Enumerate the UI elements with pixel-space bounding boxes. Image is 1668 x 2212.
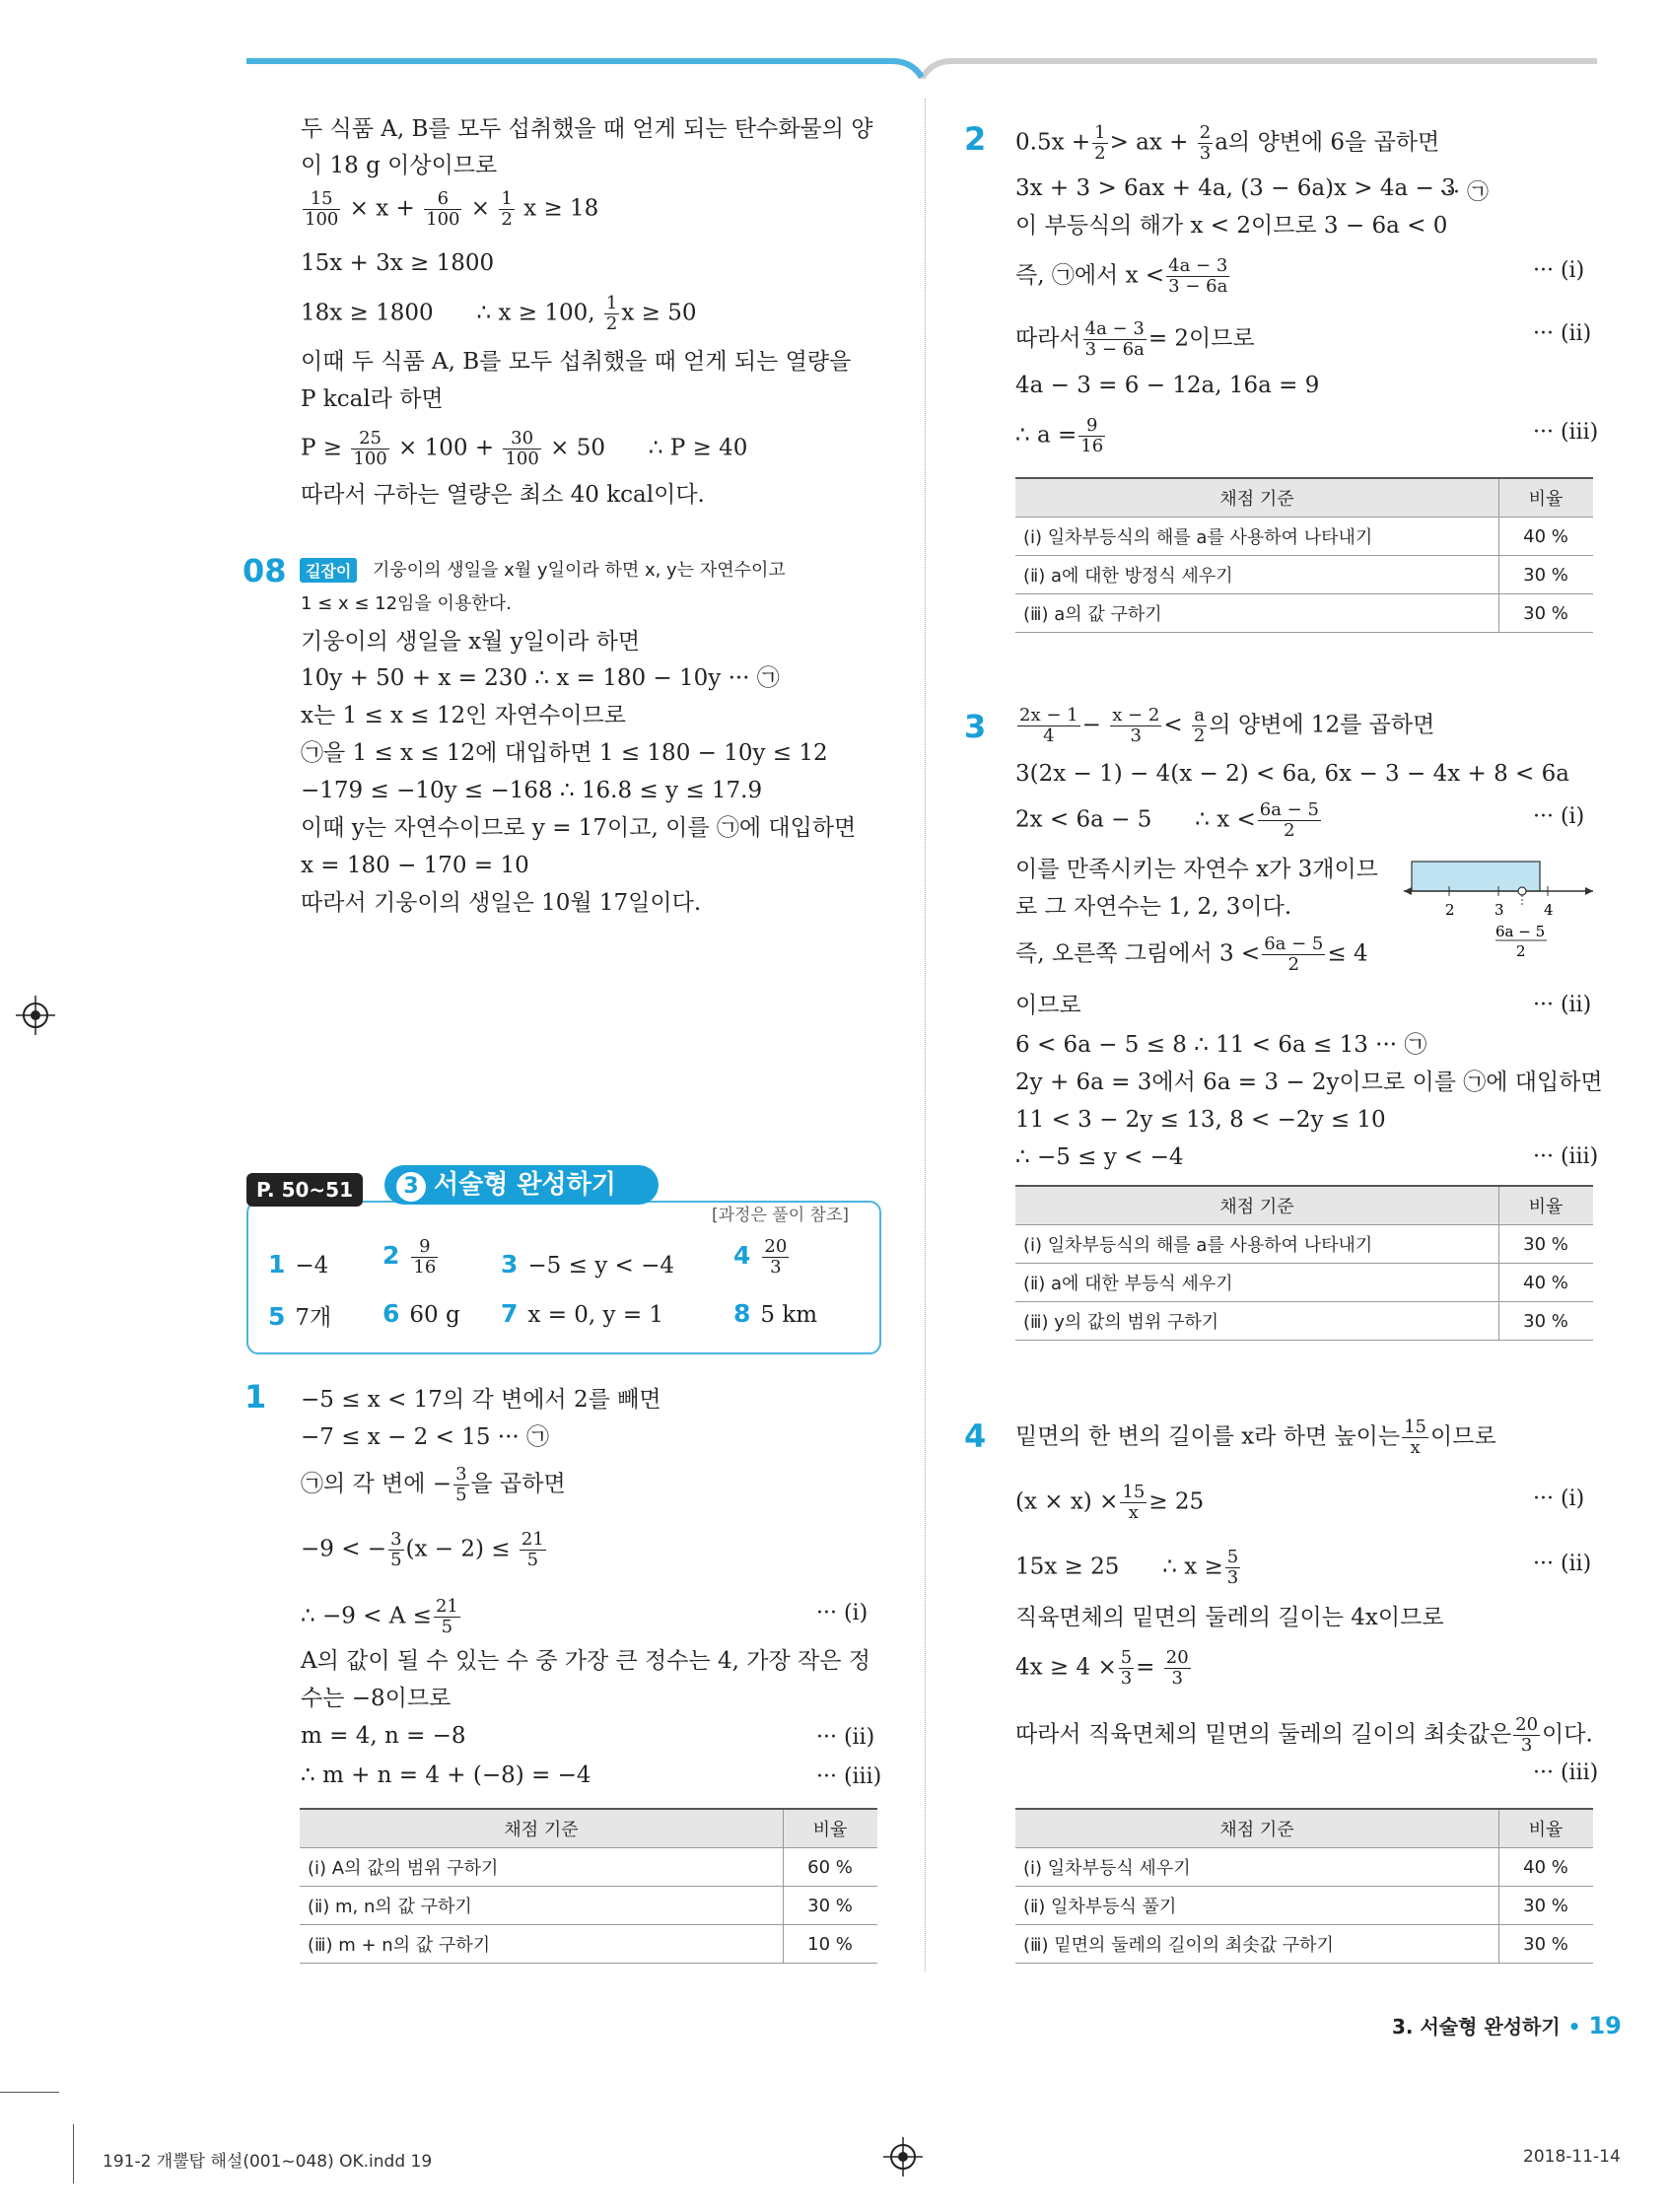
equation: 3x + 3 > 6ax + 4a, (3 − 6a)x > 4a − 3: [1015, 175, 1456, 201]
registration-mark-icon: [883, 2137, 923, 2177]
footer-section: 3. 서술형 완성하기 • 19: [1392, 2012, 1622, 2039]
registration-mark-icon: [16, 996, 55, 1035]
number-line-figure: [1400, 856, 1597, 964]
step-marker: ··· (ⅱ): [1533, 1552, 1592, 1576]
table-header: 채점 기준: [1015, 1809, 1499, 1848]
table-header: 채점 기준: [300, 1809, 784, 1848]
text-line: x는 1 ≤ x ≤ 12인 자연수이므로: [301, 703, 626, 728]
equation: ∴ m + n = 4 + (−8) = −4: [301, 1763, 591, 1788]
equation: −179 ≤ −10y ≤ −168 ∴ 16.8 ≤ y ≤ 17.9: [301, 778, 763, 803]
table-header: 채점 기준: [1015, 478, 1499, 518]
problem-number: 08: [243, 552, 287, 589]
equation: 3(2x − 1) − 4(x − 2) < 6a, 6x − 3 − 4x + 8 < 6a: [1015, 761, 1569, 787]
table-row: (ⅰ) 일차부등식의 해를 a를 사용하여 나타내기 30 %: [1015, 1225, 1593, 1264]
table-row: (ⅲ) y의 값의 범위 구하기 30 %: [1015, 1302, 1593, 1341]
text-line: 로 그 자연수는 1, 2, 3이다.: [1015, 894, 1292, 920]
answer-item: 5 7개: [268, 1302, 332, 1331]
text-line: 밑면의 한 변의 길이를 x라 하면 높이는 $\frac{15}{x}$ 이므로: [1015, 1417, 1496, 1458]
step-marker: ··· (ⅰ): [1533, 258, 1585, 283]
solution-region: [1412, 862, 1540, 891]
answer-item: 8 5 km: [733, 1299, 818, 1328]
equation: 0.5x + $\frac{1}{2}$ > ax + $\frac{2}{3}$ a의 양변에 6을 곱하면: [1015, 122, 1440, 164]
text-line: 따라서 기웅이의 생일은 10월 17일이다.: [301, 890, 702, 916]
equation: 즉, 오른쪽 그림에서 3 < $\frac{6a - 5}{2}$ ≤ 4: [1015, 933, 1368, 975]
equation: m = 4, n = −8: [301, 1723, 466, 1749]
equation: $\frac{15}{100}$ × x + $\frac{6}{100}$ × $\frac{1}{2}$ x ≥ 18: [305, 188, 599, 230]
table-row: (ⅰ) A의 값의 범위 구하기 60 %: [300, 1848, 877, 1887]
text-line: 이므로: [1015, 993, 1081, 1018]
table-header: 채점 기준: [1015, 1186, 1499, 1225]
table-row: (ⅱ) a에 대한 부등식 세우기 40 %: [1015, 1264, 1593, 1302]
answer-item: 6 60 g: [382, 1299, 460, 1328]
problem-number: 4: [964, 1417, 987, 1455]
footer-date: 2018-11-14: [1523, 2147, 1621, 2167]
text-line: −5 ≤ x < 17의 각 변에서 2를 빼면: [301, 1387, 661, 1413]
equation: 11 < 3 − 2y ≤ 13, 8 < −2y ≤ 10: [1015, 1107, 1386, 1133]
text-line: 기웅이의 생일을 x월 y일이라 하면: [301, 629, 641, 655]
hint-tag: 길잡이: [300, 558, 357, 583]
answer-note: [과정은 풀이 참조]: [712, 1206, 850, 1225]
hint-text: 1 ≤ x ≤ 12임을 이용한다.: [301, 593, 512, 614]
step-marker: ··· (ⅲ): [1533, 1761, 1599, 1785]
svg-text:3: 3: [1494, 901, 1504, 919]
svg-text:6a − 5: 6a − 5: [1495, 923, 1546, 940]
step-marker: ··· ㉠: [1439, 180, 1489, 205]
step-marker: ··· (ⅲ): [1533, 1144, 1599, 1169]
equation: 따라서 $\frac{4a - 3}{3 - 6a}$ = 2이므로: [1015, 318, 1255, 360]
answer-item: 3 −5 ≤ y < −4: [501, 1250, 674, 1279]
equation: 2x < 6a − 5 ∴ x < $\frac{6a - 5}{2}$: [1015, 799, 1319, 841]
footer-file: 191-2 개뿔탑 해설(001~048) OK.indd 19: [103, 2152, 433, 2172]
table-row: (ⅲ) 밑면의 둘레의 길이의 최솟값 구하기 30 %: [1015, 1925, 1593, 1964]
answer-item: 1 −4: [268, 1250, 329, 1279]
text-line: 따라서 구하는 열량은 최소 40 kcal이다.: [301, 482, 705, 508]
table-row: (ⅱ) a에 대한 방정식 세우기 30 %: [1015, 556, 1593, 594]
crop-mark: [0, 2092, 59, 2093]
svg-text:2: 2: [1516, 942, 1526, 960]
text-line: 두 식품 A, B를 모두 섭취했을 때 얻게 되는 탄수화물의 양: [301, 116, 873, 142]
equation: (x × x) × $\frac{15}{x}$ ≥ 25: [1015, 1482, 1205, 1523]
text-line: 2y + 6a = 3에서 6a = 3 − 2y이므로 이를 ㉠에 대입하면: [1015, 1070, 1603, 1095]
problem-number: 3: [964, 708, 987, 745]
text-line: 이 18 g 이상이므로: [301, 153, 498, 178]
equation: 4x ≥ 4 × $\frac{5}{3}$ = $\frac{20}{3}$: [1015, 1647, 1189, 1689]
text-line: A의 값이 될 수 있는 수 중 가장 큰 정수는 4, 가장 작은 정: [301, 1648, 870, 1674]
problem-number: 2: [964, 120, 987, 158]
equation: $\frac{2x - 1}{4}$ − $\frac{x - 2}{3}$ < $\frac{a}{2}$ 의 양변에 12를 곱하면: [1019, 705, 1435, 746]
svg-text:4: 4: [1544, 901, 1554, 919]
table-header: 비율: [1499, 1809, 1594, 1848]
column-divider: [925, 99, 926, 1971]
table-row: (ⅰ) 일차부등식의 해를 a를 사용하여 나타내기 40 %: [1015, 518, 1593, 556]
table-row: (ⅱ) m, n의 값 구하기 30 %: [300, 1887, 877, 1925]
grading-table: [300, 1808, 877, 1964]
equation: ∴ −9 < A ≤ $\frac{21}{5}$: [301, 1596, 458, 1637]
step-marker: ··· (ⅲ): [1533, 420, 1599, 445]
hint-text: 기웅이의 생일을 x월 y일이라 하면 x, y는 자연수이고: [373, 560, 786, 581]
grading-table: [1015, 477, 1593, 633]
text-line: 이때 두 식품 A, B를 모두 섭취했을 때 얻게 되는 열량을: [301, 349, 852, 375]
grading-table: [1015, 1808, 1593, 1964]
step-marker: ··· (ⅱ): [816, 1725, 875, 1750]
text-line: 이 부등식의 해가 x < 2이므로 3 − 6a < 0: [1015, 213, 1448, 239]
header-band: [0, 0, 1668, 79]
text-line: 따라서 직육면체의 밑면의 둘레의 길이의 최솟값은 $\frac{20}{3}$ 이다.: [1015, 1714, 1593, 1756]
text-line: P kcal라 하면: [301, 386, 444, 412]
table-header: 비율: [784, 1809, 878, 1848]
step-marker: ··· (ⅱ): [1533, 993, 1592, 1017]
equation: x = 180 − 170 = 10: [301, 853, 529, 878]
table-header: 비율: [1499, 478, 1594, 518]
equation: −9 < − $\frac{3}{5}$ (x − 2) ≤ $\frac{21}{5}$: [301, 1529, 544, 1570]
table-row: (ⅱ) 일차부등식 풀기 30 %: [1015, 1887, 1593, 1925]
equation: P ≥ $\frac{25}{100}$ × 100 + $\frac{30}{100}$ × 50 ∴ P ≥ 40: [301, 428, 748, 469]
equation: 18x ≥ 1800 ∴ x ≥ 100, $\frac{1}{2}$ x ≥ 50: [301, 293, 697, 334]
step-marker: ··· (ⅱ): [1533, 321, 1592, 346]
text-line: 이를 만족시키는 자연수 x가 3개이므: [1015, 857, 1378, 882]
answer-item: 2 $\frac{9}{16}$: [382, 1236, 437, 1278]
equation: −7 ≤ x − 2 < 15 ··· ㉠: [301, 1424, 550, 1450]
equation: ∴ a = $\frac{9}{16}$: [1015, 415, 1104, 456]
table-row: (ⅲ) a의 값 구하기 30 %: [1015, 594, 1593, 633]
equation: 즉, ㉠에서 x < $\frac{4a - 3}{3 - 6a}$: [1015, 255, 1228, 297]
equation: ∴ −5 ≤ y < −4: [1015, 1144, 1184, 1170]
grading-table: [1015, 1185, 1593, 1341]
crop-mark: [73, 2124, 74, 2183]
page-tag: P. 50~51: [246, 1173, 363, 1207]
text-line: 직육면체의 밑면의 둘레의 길이는 4x이므로: [1015, 1605, 1444, 1630]
table-row: (ⅲ) m + n의 값 구하기 10 %: [300, 1925, 877, 1964]
step-marker: ··· (ⅰ): [816, 1601, 869, 1625]
equation: 6 < 6a − 5 ≤ 8 ∴ 11 < 6a ≤ 13 ··· ㉠: [1015, 1032, 1427, 1058]
text-line: 수는 −8이므로: [301, 1686, 452, 1711]
answer-item: 7 x = 0, y = 1: [501, 1299, 664, 1328]
step-marker: ··· (ⅰ): [1533, 804, 1585, 829]
equation: 10y + 50 + x = 230 ∴ x = 180 − 10y ··· ㉠: [301, 665, 780, 691]
section-title: 3 서술형 완성하기: [384, 1165, 659, 1205]
equation: 15x ≥ 25 ∴ x ≥ $\frac{5}{3}$: [1015, 1547, 1239, 1588]
table-header: 비율: [1499, 1186, 1594, 1225]
problem-number: 1: [244, 1378, 267, 1416]
equation: 15x + 3x ≥ 1800: [301, 250, 495, 276]
svg-text:2: 2: [1445, 901, 1455, 919]
step-marker: ··· (ⅰ): [1533, 1486, 1585, 1511]
text-line: 이때 y는 자연수이므로 y = 17이고, 이를 ㉠에 대입하면: [301, 815, 857, 841]
text-line: ㉠의 각 변에 − $\frac{3}{5}$ 을 곱하면: [301, 1464, 566, 1505]
step-marker: ··· (ⅲ): [816, 1764, 882, 1789]
answer-item: 4 $\frac{20}{3}$: [733, 1236, 788, 1278]
equation: 4a − 3 = 6 − 12a, 16a = 9: [1015, 373, 1320, 398]
table-row: (ⅰ) 일차부등식 세우기 40 %: [1015, 1848, 1593, 1887]
text-line: ㉠을 1 ≤ x ≤ 12에 대입하면 1 ≤ 180 − 10y ≤ 12: [301, 740, 828, 766]
